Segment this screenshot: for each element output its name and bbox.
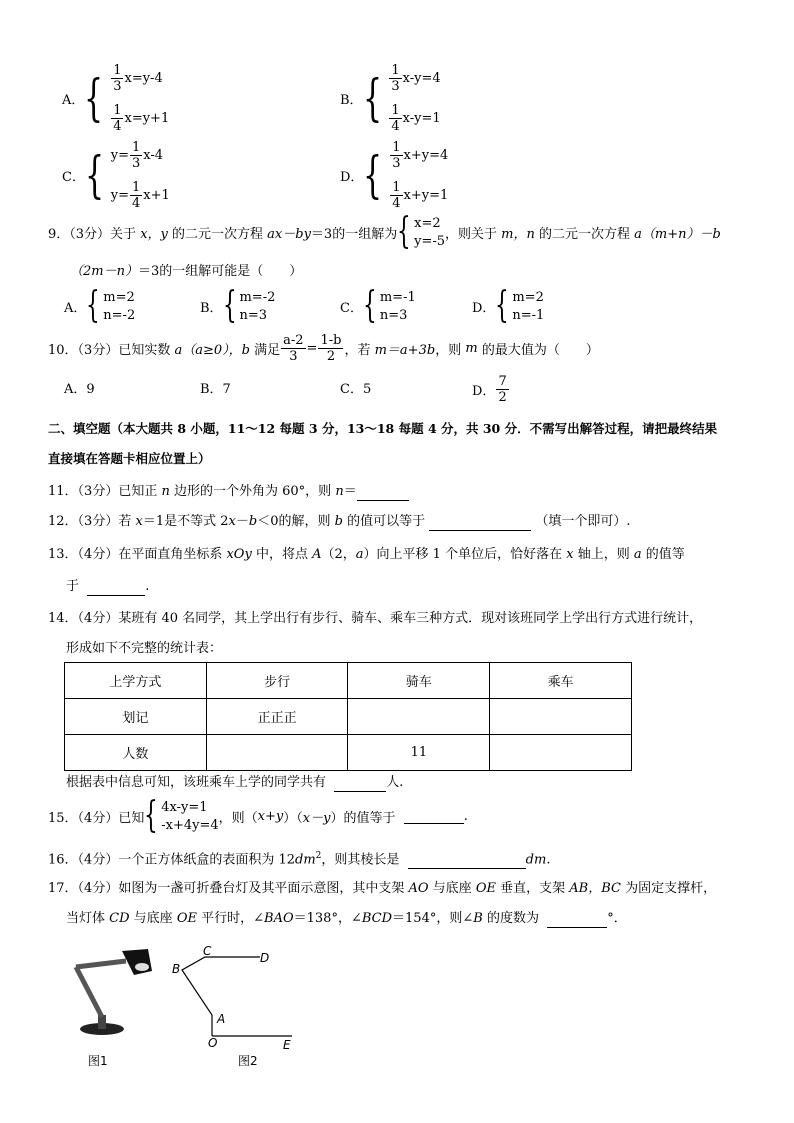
- brace-icon: {: [397, 211, 411, 252]
- q14-question: 根据表中信息可知，该班乘车上学的同学共有 人.: [66, 775, 404, 790]
- table-cell: 正正正: [206, 699, 348, 735]
- q13: 13．（4分）在平面直角坐标系 xOy 中，将点 A（2，a）向上平移 1 个单位后，恰好落在 x 轴上，则 a 的值等: [48, 547, 685, 562]
- q16: 16．（4分）一个正方体纸盒的表面积为 $12dm^2$，则其棱长是 dm.: [48, 851, 551, 868]
- q15: 15．（4分）已知 { 4x-y=1 -x+4y=4 ，则（ x+y ）（ x－y ）的值等于 .: [48, 795, 468, 836]
- answer-blank[interactable]: [357, 486, 409, 501]
- q10-option-a[interactable]: A．9: [64, 382, 95, 397]
- table-row: [65, 699, 632, 735]
- q9-option-a[interactable]: A． { m=2 n=-2: [64, 285, 136, 326]
- table-cell: 骑车: [348, 663, 490, 699]
- q17-stem: 17．（4分）如图为一盏可折叠台灯及其平面示意图，其中支架 AO 与底座 OE 垂直，支架 AB，BC 为固定支撑杆，: [48, 881, 717, 896]
- brace-icon: {: [144, 795, 159, 836]
- q14-stem: 14．（4分）某班有 40 名同学，其上学出行有步行、骑车、乘车三种方式．现对该班同学上学出行方式进行统计，: [48, 611, 703, 626]
- table-cell: [206, 735, 348, 771]
- answer-blank[interactable]: [87, 581, 145, 596]
- table-cell: 11: [348, 735, 490, 771]
- point-label-c: C: [203, 944, 212, 958]
- q9-stem: 9．（3分）关于 x，y 的二元一次方程 ax－by ＝3的一组解为 { x=2 y=-5 ，则关于 m，n 的二元一次方程 a（m+n）－b: [48, 211, 721, 252]
- brace-icon: {: [362, 285, 377, 326]
- q11: 11．（3分）已知正 n 边形的一个外角为 60°，则 n＝: [48, 483, 409, 501]
- equation: x=y-4: [124, 70, 163, 86]
- equation: x+y=4: [403, 147, 449, 163]
- brace-icon: {: [362, 69, 382, 127]
- point-label-a: A: [217, 1012, 226, 1026]
- point-label-o: O: [208, 1036, 218, 1050]
- q9-option-c[interactable]: C． { m=-1 n=3: [340, 285, 416, 326]
- brace-icon: {: [84, 146, 105, 204]
- q8-option-d[interactable]: D． { $\frac{1}{3}$ x+y=4 $\frac{1}{4}$ x+y=1: [340, 139, 449, 211]
- equation: x+y=1: [403, 187, 449, 203]
- table-row: [65, 663, 632, 699]
- q10-option-c[interactable]: C．5: [340, 382, 372, 397]
- brace-icon: {: [363, 146, 383, 204]
- table-cell: 划记: [65, 699, 207, 735]
- option-label: A．: [62, 92, 85, 108]
- brace-icon: {: [84, 69, 104, 127]
- table-cell: 乘车: [490, 663, 632, 699]
- desk-lamp-figure: [62, 945, 162, 1045]
- q10-option-d[interactable]: D． $\frac{7}{2}$: [472, 374, 507, 405]
- answer-blank[interactable]: [429, 516, 531, 531]
- equation: x=y+1: [124, 110, 170, 126]
- q17-stem-line2: 当灯体 CD 与底座 OE 平行时，∠BAO＝138°，∠BCD＝154°，则∠B 的度数为 °．: [66, 911, 627, 926]
- q10-option-b[interactable]: B．7: [200, 382, 231, 397]
- option-label: C．: [62, 169, 85, 185]
- table-cell: [348, 699, 490, 735]
- q14-stem-line2: 形成如下不完整的统计表：: [66, 641, 223, 656]
- q13-line2: 于 .: [66, 579, 150, 594]
- q10-stem: 10．（3分）已知实数 a（a≥0），b 满足 $\frac{a-2}{3}$ = $\frac{1-b}{2}$ ，若 m＝a+3b ，则 m 的最大值为（ ）: [48, 333, 599, 364]
- brace-icon: {: [86, 285, 101, 326]
- q8-option-c[interactable]: C． { y= $\frac{1}{3}$ x-4 y= $\frac{1}{4}$ x+1: [62, 139, 170, 211]
- stats-table: [64, 662, 632, 771]
- lamp-head: [122, 949, 152, 975]
- point-label-b: B: [172, 962, 181, 976]
- equation: x-y=4: [402, 70, 441, 86]
- equation: x-y=1: [402, 110, 441, 126]
- q9-stem-line2: （2m－n）＝3的一组解可能是（ ）: [70, 264, 303, 279]
- section-title-line2: 直接填在答题卡相应位置上）: [48, 451, 211, 466]
- section-title: 二、填空题（本大题共 8 小题，11～12 每题 3 分，13～18 每题 4 分，共 30 分．不需写出解答过程，请把最终结果: [48, 421, 718, 436]
- q8-option-b[interactable]: B． { $\frac{1}{3}$ x-y=4 $\frac{1}{4}$ x-y=1: [340, 62, 441, 134]
- table-cell: [490, 735, 632, 771]
- answer-blank[interactable]: [404, 809, 464, 824]
- point-label-d: D: [260, 951, 270, 965]
- answer-blank[interactable]: [334, 777, 386, 792]
- table-cell: 步行: [206, 663, 348, 699]
- q9-option-b[interactable]: B． { m=-2 n=3: [200, 285, 276, 326]
- lamp-schematic-figure: [160, 940, 310, 1050]
- q12: 12．（3分）若 x＝1是不等式 2x－b＜0的解，则 b 的值可以等于 （填一个即可）.: [48, 514, 631, 529]
- answer-blank[interactable]: [547, 913, 607, 928]
- q9-option-d[interactable]: D． { m=2 n=-1: [472, 285, 545, 326]
- figure-2-caption: 图2: [238, 1054, 258, 1068]
- figure-1-caption: 图1: [88, 1054, 108, 1068]
- table-row: [65, 735, 632, 771]
- q8-option-a[interactable]: A． { $\frac{1}{3}$ x=y-4 $\frac{1}{4}$ x=y+1: [62, 62, 170, 134]
- table-cell: [490, 699, 632, 735]
- answer-blank[interactable]: [408, 854, 526, 869]
- option-label: B．: [340, 92, 363, 108]
- table-cell: 上学方式: [65, 663, 207, 699]
- table-cell: 人数: [65, 735, 207, 771]
- brace-icon: {: [495, 285, 510, 326]
- point-label-e: E: [283, 1038, 291, 1052]
- brace-icon: {: [222, 285, 237, 326]
- option-label: D．: [340, 169, 364, 185]
